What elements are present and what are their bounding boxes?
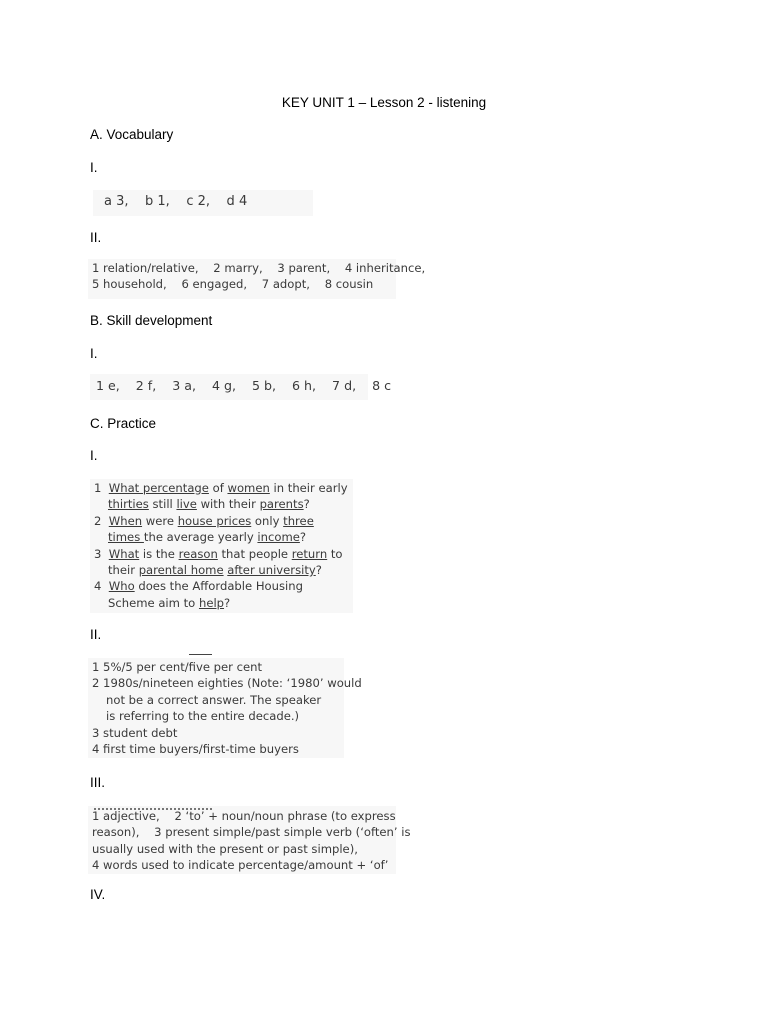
answer-line: not be a correct answer. The speaker (106, 692, 322, 707)
answer-line: 4 words used to indicate percentage/amount + ‘of’ (92, 858, 389, 873)
question-line: 4 Who does the Affordable Housing (94, 579, 303, 594)
answer-image-a-ii (88, 259, 426, 299)
answer-line: is referring to the entire decade.) (106, 709, 300, 724)
section-c-iv-label: IV. (90, 887, 106, 902)
section-a-ii-label: II. (90, 230, 102, 245)
question-line: their parental home after university? (108, 563, 322, 578)
answer-line: 1 adjective, 2 ‘to’ + noun/noun phrase (to express (92, 809, 396, 823)
answer-line: 4 first time buyers/first-time buyers (92, 742, 299, 757)
scan-artifact-line (189, 654, 212, 655)
answer-line: 2 1980s/nineteen eighties (Note: ‘1980’ would (92, 676, 362, 691)
scan-artifact-cut-text (94, 804, 212, 810)
answer-image-c-i (90, 479, 353, 613)
answer-line: usually used with the present or past simple), (92, 841, 358, 856)
answer-a-i: a 3, b 1, c 2, d 4 (104, 194, 248, 209)
section-a-i-label: I. (90, 160, 98, 175)
section-c-iii-label: III. (90, 775, 106, 790)
section-c-ii-label: II. (90, 627, 102, 642)
question-line: 2 When were house prices only three (94, 513, 314, 528)
answer-line: 3 student debt (92, 725, 178, 740)
answer-line: 5 household, 6 engaged, 7 adopt, 8 cousin (92, 277, 374, 292)
answer-line: 1 relation/relative, 2 marry, 3 parent, 4 inheritance, (92, 261, 426, 275)
question-line: thirties still live with their parents? (108, 497, 310, 512)
question-line: Scheme aim to help? (108, 595, 231, 610)
answer-image-c-ii (88, 658, 362, 758)
page-title: KEY UNIT 1 – Lesson 2 - listening (281, 95, 487, 110)
question-line: times the average yearly income? (108, 530, 307, 545)
section-c-i-label: I. (90, 448, 98, 463)
section-a-heading: A. Vocabulary (90, 127, 174, 142)
answer-image-b-i (90, 374, 392, 400)
question-line: 3 What is the reason that people return to (94, 546, 343, 561)
section-b-heading: B. Skill development (90, 313, 213, 328)
section-c-heading: C. Practice (90, 416, 157, 431)
answer-image-c-iii (88, 806, 411, 874)
answer-image-a-i (93, 190, 313, 216)
question-line: 1 What percentage of women in their early (94, 481, 348, 495)
answer-line: reason), 3 present simple/past simple verb (‘often’ is (92, 825, 411, 840)
answer-b-i: 1 e, 2 f, 3 a, 4 g, 5 b, 6 h, 7 d, 8 c (96, 378, 392, 393)
section-b-i-label: I. (90, 346, 98, 361)
answer-line: 1 5%/5 per cent/five per cent (92, 660, 263, 674)
